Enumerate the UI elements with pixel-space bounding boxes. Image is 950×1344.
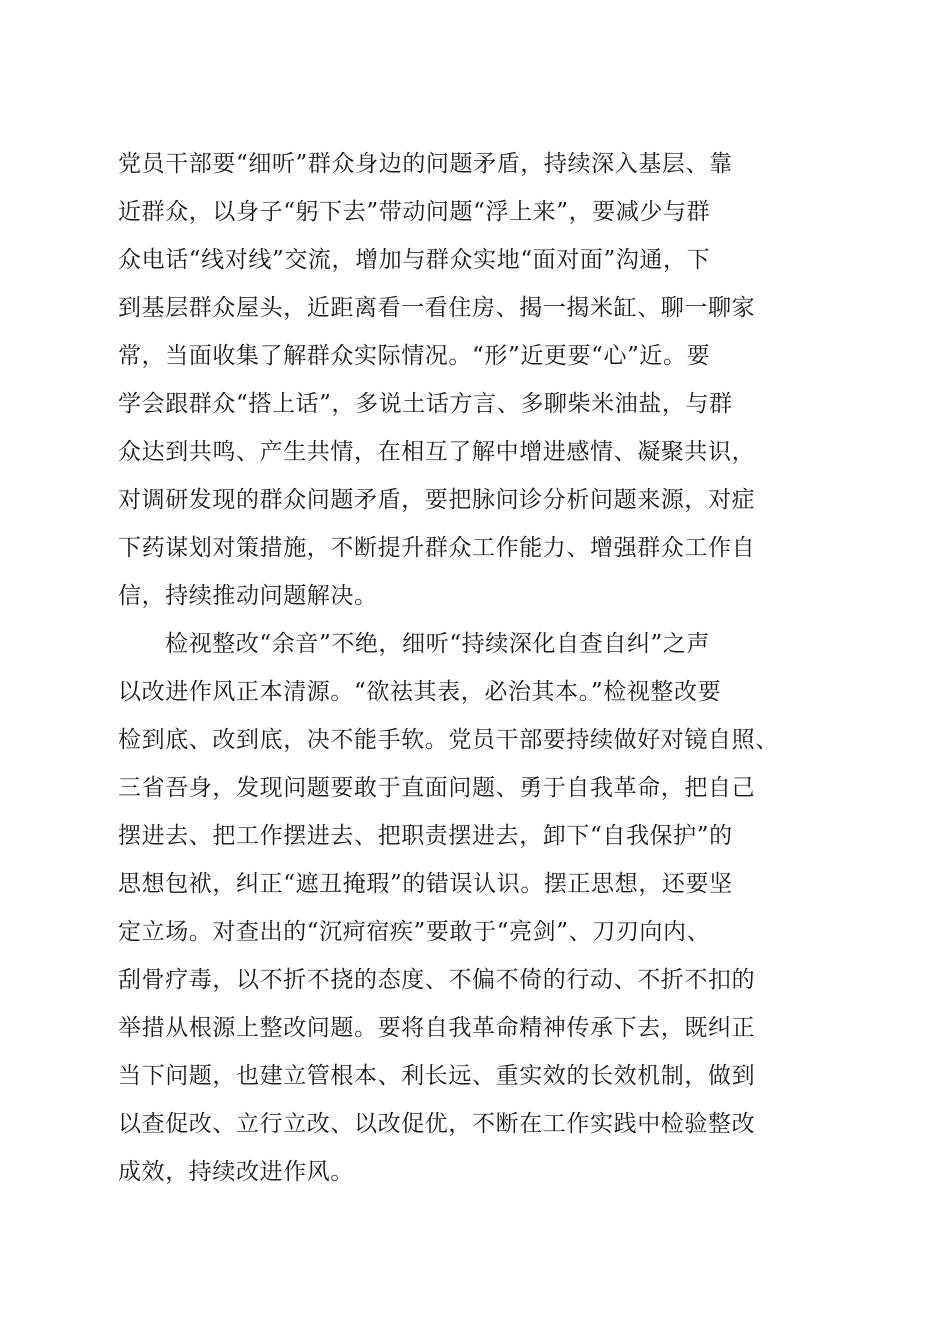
text-line: 学会跟群众“搭上话”，多说土话方言、多聊柴米油盐，与群 bbox=[118, 391, 733, 417]
text-line-first-indented: 检视整改“余音”不绝，细听“持续深化自查自纠”之声 bbox=[165, 631, 711, 657]
text-line: 信，持续推动问题解决。 bbox=[118, 583, 378, 609]
text-line: 成效，持续改进作风。 bbox=[118, 1159, 354, 1185]
text-line: 摆进去、把工作摆进去、把职责摆进去，卸下“自我保护”的 bbox=[118, 823, 733, 849]
text-line: 三省吾身，发现问题要敢于直面问题、勇于自我革命，把自己 bbox=[118, 775, 756, 801]
text-line: 刮骨疗毒，以不折不挠的态度、不偏不倚的行动、不折不扣的 bbox=[118, 967, 756, 993]
text-line: 常，当面收集了解群众实际情况。“形”近更要“心”近。要 bbox=[118, 343, 711, 369]
text-line: 近群众，以身子“躬下去”带动问题“浮上来”，要减少与群 bbox=[118, 199, 711, 225]
text-line: 举措从根源上整改问题。要将自我革命精神传承下去，既纠正 bbox=[118, 1015, 756, 1041]
text-line: 以查促改、立行立改、以改促优，不断在工作实践中检验整改 bbox=[118, 1111, 756, 1137]
text-line: 到基层群众屋头，近距离看一看住房、揭一揭米缸、聊一聊家 bbox=[118, 295, 756, 321]
text-line: 当下问题，也建立管根本、利长远、重实效的长效机制，做到 bbox=[118, 1063, 756, 1089]
text-line: 检到底、改到底，决不能手软。党员干部要持续做好对镜自照、 bbox=[118, 727, 779, 753]
text-line: 党员干部要“细听”群众身边的问题矛盾，持续深入基层、靠 bbox=[118, 151, 733, 177]
text-line: 以改进作风正本清源。“欲祛其表，必治其本。”检视整改要 bbox=[118, 679, 722, 705]
text-line: 众达到共鸣、产生共情，在相互了解中增进感情、凝聚共识， bbox=[118, 439, 756, 465]
text-line: 众电话“线对线”交流，增加与群众实地“面对面”沟通，下 bbox=[118, 247, 711, 273]
text-line: 定立场。对查出的“沉疴宿疾”要敢于“亮剑”、刀刃向内、 bbox=[118, 919, 711, 945]
text-line: 对调研发现的群众问题矛盾，要把脉问诊分析问题来源，对症 bbox=[118, 487, 756, 513]
paragraph-2 bbox=[118, 620, 838, 1196]
document-body bbox=[118, 140, 838, 1196]
paragraph-1 bbox=[118, 140, 838, 620]
text-line: 下药谋划对策措施，不断提升群众工作能力、增强群众工作自 bbox=[118, 535, 756, 561]
text-line: 思想包袱，纠正“遮丑掩瑕”的错误认识。摆正思想，还要坚 bbox=[118, 871, 733, 897]
